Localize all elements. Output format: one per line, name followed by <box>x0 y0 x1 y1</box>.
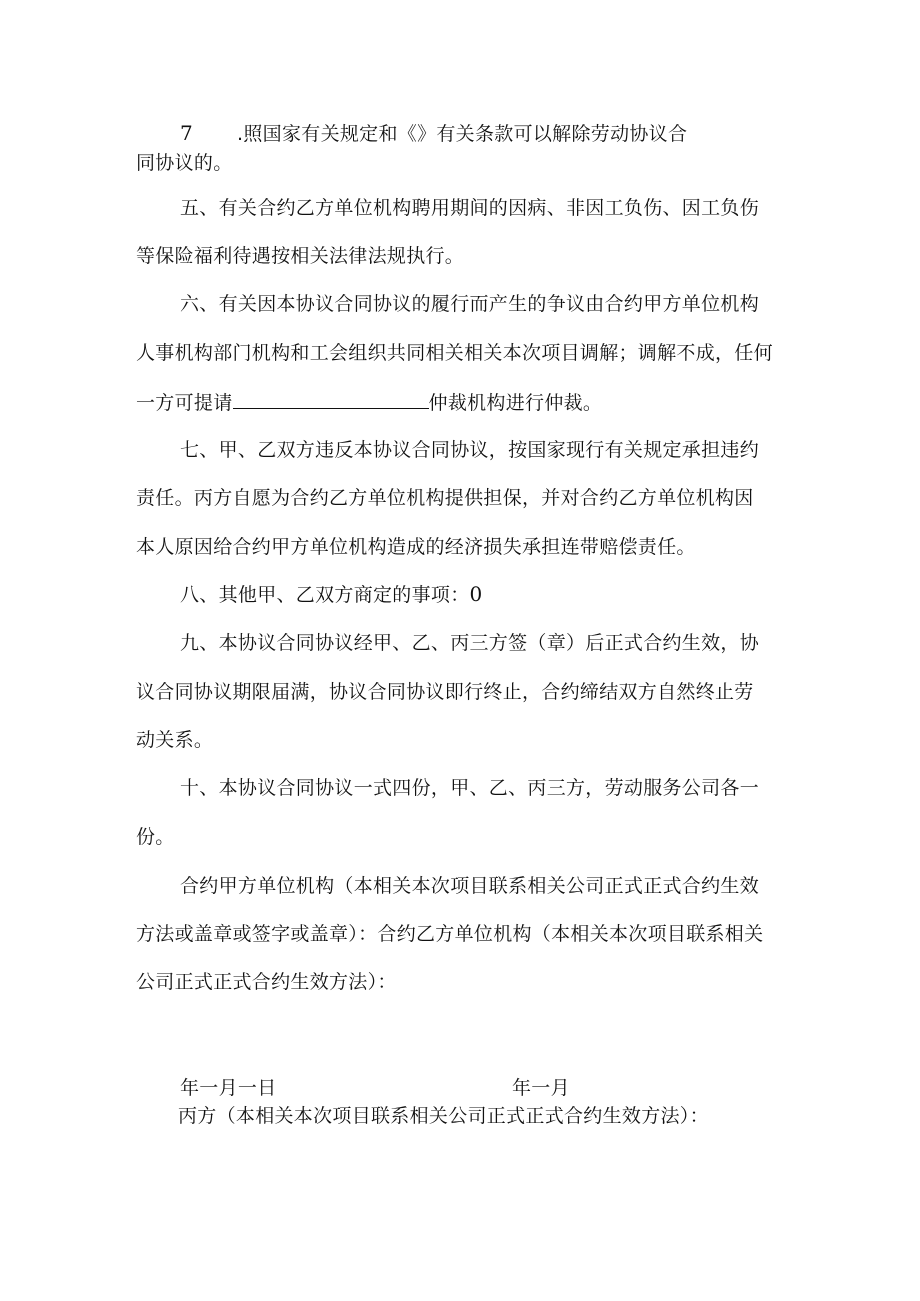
date-right: 年一月 <box>512 1077 570 1099</box>
item-7-line-2: 同协议的。 <box>136 152 233 174</box>
clause-5-line-2: 等保险福利待遇按相关法律法规执行。 <box>136 245 465 267</box>
clause-5-line-1: 五、有关合约乙方单位机构聘用期间的因病、非因工负伤、因工负伤 <box>180 197 760 219</box>
party-c-signature: 丙方（本相关本次项目联系相关公司正式正式合约生效方法）： <box>178 1105 709 1127</box>
clause-6-line-3 <box>136 390 602 415</box>
clause-6-suffix: 仲裁机构进行仲裁。 <box>428 392 603 414</box>
clause-6-prefix: 一方可提请 <box>136 392 233 414</box>
clause-6-line-1: 六、有关因本协议合同协议的履行而产生的争议由合约甲方单位机构 <box>180 293 760 315</box>
item-7-number: 7 <box>180 121 194 145</box>
clause-9-line-2: 议合同协议期限届满，协议合同协议即行终止，合约缔结双方自然终止劳 <box>136 681 754 703</box>
arbitration-blank <box>233 390 429 409</box>
clause-7-line-3: 本人原因给合约甲方单位机构造成的经济损失承担连带赔偿责任。 <box>136 536 696 558</box>
signature-line-2: 方法或盖章或签字或盖章）：合约乙方单位机构（本相关本次项目联系相关 <box>136 923 764 945</box>
clause-8-line <box>180 582 483 607</box>
item-7-text: .照国家有关规定和《》有关条款可以解除劳动协议合 <box>237 123 688 145</box>
clause-8-text: 八、其他甲、乙双方商定的事项： <box>180 584 470 606</box>
clause-10-line-1: 十、本协议合同协议一式四份，甲、乙、丙三方，劳动服务公司各一 <box>180 777 760 799</box>
clause-9-line-1: 九、本协议合同协议经甲、乙、丙三方签（章）后正式合约生效，协 <box>180 632 760 654</box>
date-left: 年一月一日 <box>180 1077 277 1099</box>
signature-line-3: 公司正式正式合约生效方法）： <box>136 971 397 993</box>
clause-9-line-3: 动关系。 <box>136 729 214 751</box>
clause-8-value: 0 <box>469 582 483 606</box>
clause-7-line-2: 责任。丙方自愿为合约乙方单位机构提供担保，并对合约乙方单位机构因 <box>136 487 754 509</box>
item-7-line-1 <box>180 121 687 146</box>
signature-line-1: 合约甲方单位机构（本相关本次项目联系相关公司正式正式合约生效 <box>180 875 760 897</box>
clause-10-line-2: 份。 <box>136 826 175 848</box>
clause-6-line-2: 人事机构部门机构和工会组织共同相关相关本次项目调解；调解不成，任何 <box>136 342 773 364</box>
clause-7-line-1: 七、甲、乙双方违反本协议合同协议，按国家现行有关规定承担违约 <box>180 439 760 461</box>
